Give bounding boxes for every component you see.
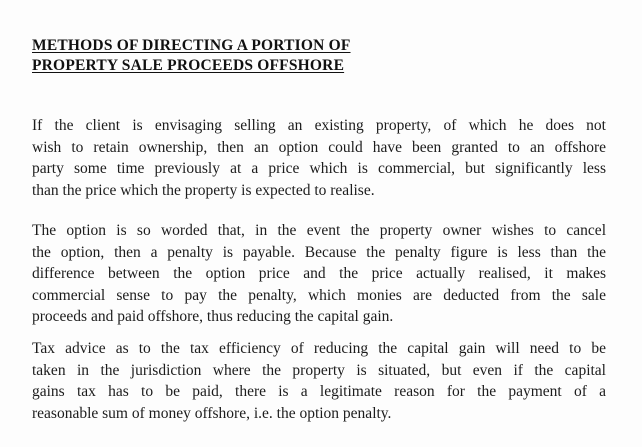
paragraph-line: The option is so worded that, in the event the property owner wishes to cancel — [32, 222, 606, 239]
paragraph-line: commercial sense to pay the penalty, which monies are deducted from the sale — [32, 286, 606, 304]
paragraph-line: wish to retain ownership, then an option could have been granted to an offshore — [32, 138, 606, 156]
paragraph-line: the option, then a penalty is payable. Because the penalty figure is less than the — [32, 243, 606, 261]
paragraph-option-grant — [32, 115, 606, 201]
paragraph-line: taken in the jurisdiction where the property is situated, but even if the capital — [32, 361, 606, 379]
paragraph-line: than the price which the property is expected to realise. — [32, 181, 375, 199]
paragraph-line: party some time previously at a price which is commercial, but significantly less — [32, 160, 606, 177]
paragraph-line: If the client is envisaging selling an existing property, of which he does not — [32, 117, 606, 134]
title-line: METHODS OF DIRECTING A PORTION OF — [32, 37, 351, 54]
paragraph-line: proceeds and paid offshore, thus reducing the capital gain. — [32, 308, 394, 325]
title-line: PROPERTY SALE PROCEEDS OFFSHORE — [32, 57, 345, 74]
paragraph-line: Tax advice as to the tax efficiency of reducing the capital gain will need to be — [32, 340, 606, 357]
document-title — [32, 36, 351, 76]
paragraph-line: gains tax has to be paid, there is a legitimate reason for the payment of a — [32, 383, 606, 400]
paragraph-line: difference between the option price and the price actually realised, it makes — [32, 265, 606, 282]
paragraph-line: reasonable sum of money offshore, i.e. the option penalty. — [32, 404, 392, 422]
paragraph-tax-advice — [32, 338, 606, 424]
paragraph-option-penalty — [32, 220, 606, 328]
